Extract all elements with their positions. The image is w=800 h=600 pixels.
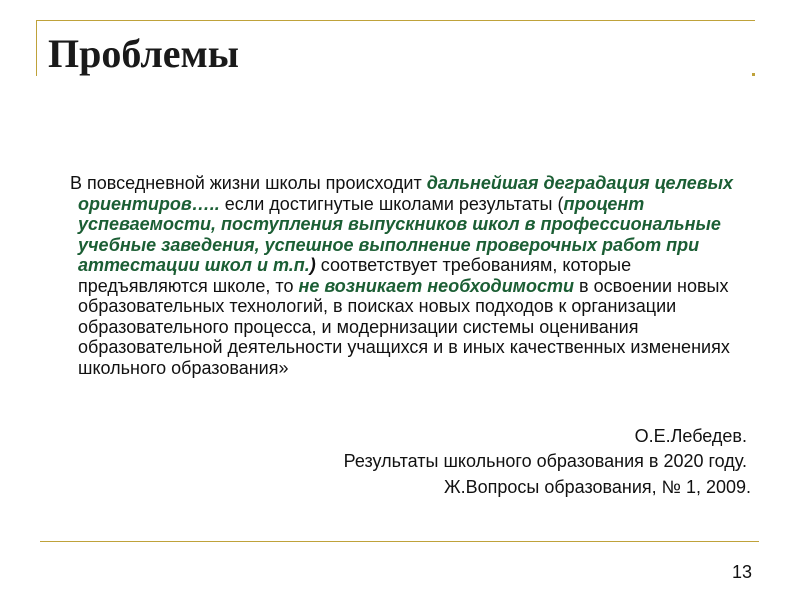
quote-paragraph [70, 173, 748, 378]
quote-highlight-results: процент успеваемости, поступления выпускников школ в профессиональные учебные заведения, успешное выполнение проверочных работ при аттестации школ и т.п. [78, 193, 721, 275]
frame-top-border [36, 20, 755, 21]
frame-corner-dot [752, 73, 755, 76]
quote-text-4: в освоении новых образовательных технологий, в поисках новых подходов к организации образовательного процесса, и модернизации системы оценивания образовательной деятельности учащихся и в иных качественных изменениях школьного образования» [78, 275, 730, 378]
footer-rule [40, 541, 759, 542]
citation-journal: Ж.Вопросы образования, № 1, 2009. [443, 477, 751, 497]
quote-highlight-degradation: дальнейшая деградация целевых ориентиров….. [78, 173, 733, 214]
citation-work: Результаты школьного образования в 2020 году. [343, 451, 747, 471]
quote-text-2: если достигнутые школами результаты ( [219, 193, 564, 214]
quote-paren-close: ) [309, 255, 316, 275]
quote-text-3: соответствует требованиям, которые предъявляются школе, то [78, 255, 632, 296]
slide-title: Проблемы [48, 31, 240, 76]
quote-highlight-no-need: не возникает необходимости [298, 275, 575, 296]
page-number: 13 [731, 562, 752, 582]
citation-author: О.Е.Лебедев. [634, 426, 747, 446]
frame-left-border [36, 20, 37, 76]
quote-text-1: В повседневной жизни школы происходит [70, 173, 427, 193]
